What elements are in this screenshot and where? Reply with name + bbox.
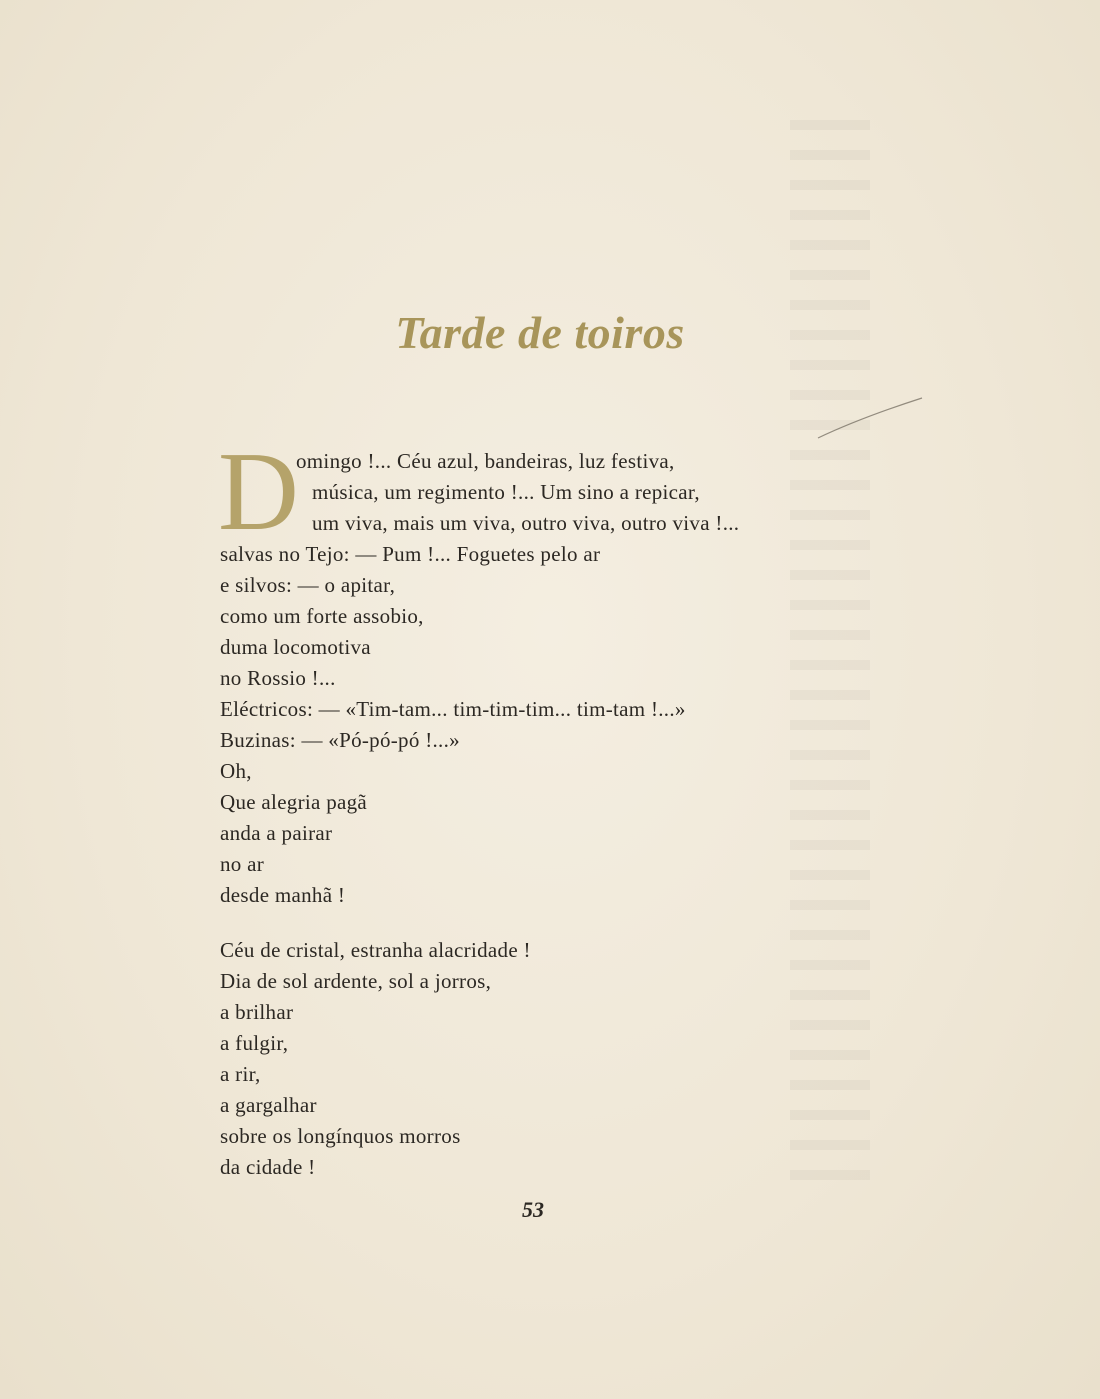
verse-line: no Rossio !... (220, 666, 336, 690)
verse-line: a rir, (220, 1062, 261, 1086)
verse-line: desde manhã ! (220, 883, 346, 907)
verse-line: um viva, mais um viva, outro viva, outro viva !... (312, 511, 740, 535)
verse-line: como um forte assobio, (220, 604, 424, 628)
verse-line: música, um regimento !... Um sino a repicar, (312, 480, 700, 504)
verse-line: a fulgir, (220, 1031, 289, 1055)
verse-line: a gargalhar (220, 1093, 317, 1117)
verse-line: duma locomotiva (220, 635, 371, 659)
verse-line: Que alegria pagã (220, 790, 368, 814)
verse-line: e silvos: — o apitar, (220, 573, 396, 597)
drop-cap: D (218, 430, 299, 554)
verse-line: Eléctricos: — «Tim-tam... tim-tim-tim... tim-tam !...» (220, 697, 686, 721)
page-number: 53 (522, 1197, 544, 1222)
verse-line: da cidade ! (220, 1155, 316, 1179)
verse-line: a brilhar (220, 1000, 294, 1024)
verse-line: Oh, (220, 759, 252, 783)
verse-line: salvas no Tejo: — Pum !... Foguetes pelo ar (220, 542, 601, 566)
verse-line: omingo !... Céu azul, bandeiras, luz festiva, (296, 449, 675, 473)
verse-line: Dia de sol ardente, sol a jorros, (220, 969, 492, 993)
verse-line: anda a pairar (220, 821, 333, 845)
verse-line: sobre os longínquos morros (220, 1124, 461, 1148)
poem-title: Tarde de toiros (395, 307, 685, 358)
verse-line: no ar (220, 852, 265, 876)
verse-line: Céu de cristal, estranha alacridade ! (220, 938, 531, 962)
verse-line: Buzinas: — «Pó-pó-pó !...» (220, 728, 460, 752)
